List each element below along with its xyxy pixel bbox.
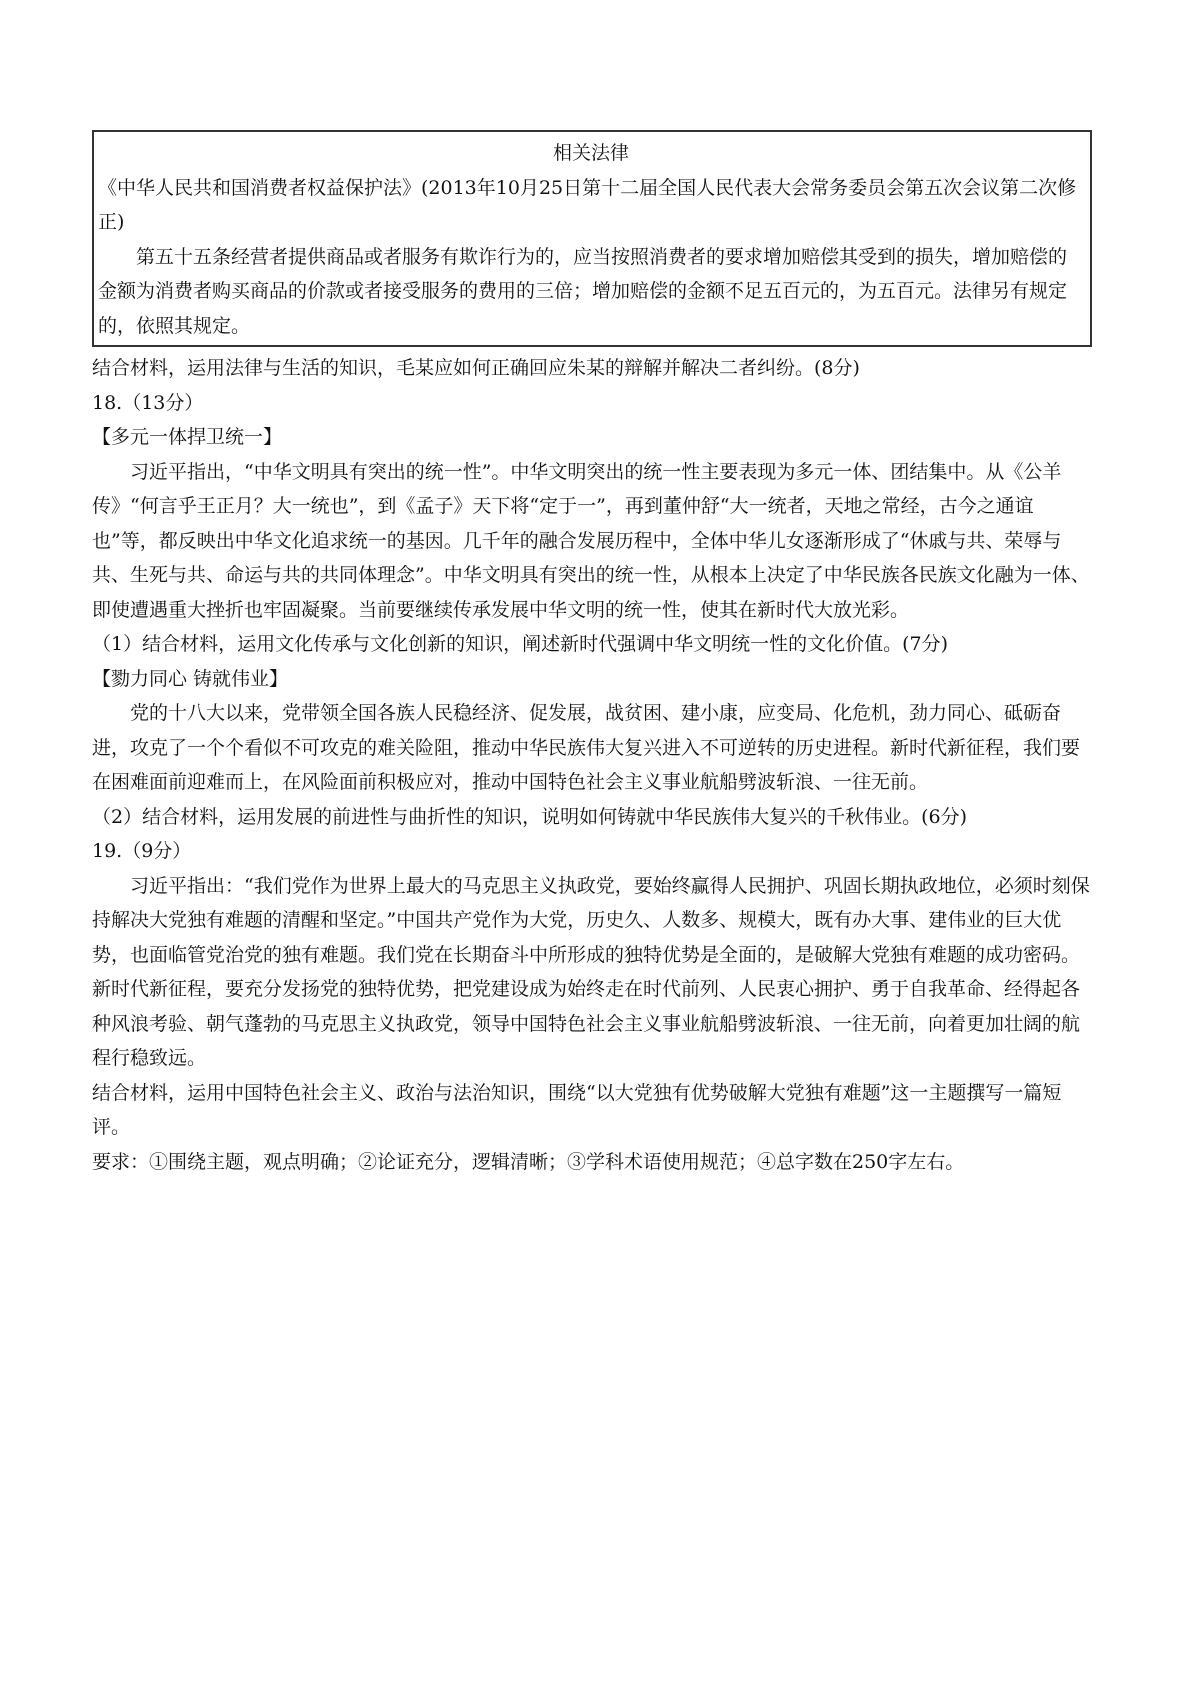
page-footer-margin	[0, 1658, 1200, 1698]
q17-prompt: 结合材料，运用法律与生活的知识，毛某应如何正确回应朱某的辩解并解决二者纠纷。(8分)	[92, 357, 860, 379]
q18-section1-text: 习近平指出，“中华文明具有突出的统一性”。中华文明突出的统一性主要表现为多元一体、团结集中。从《公羊传》“何言乎王正月？大一统也”，到《孟子》天下将“定于一”，再到董仲舒“大一统者，天地之常经，古今之通谊也”等，都反映出中华文化追求统一的基因。几千年的融合发展历程中，全体中华儿女逐渐形成了“休戚与共、荣辱与共、生死与共、命运与共的共同体理念”。中华文明具有突出的统一性，从根本上决定了中华民族各民族文化融为一体、即使遭遇重大挫折也牢固凝聚。当前要继续传承发展中华文明的统一性，使其在新时代大放光彩。	[92, 460, 1090, 621]
q19-number: 19.（9分）	[92, 840, 192, 862]
law-article: 第五十五条经营者提供商品或者服务有欺诈行为的，应当按照消费者的要求增加赔偿其受到的损失，增加赔偿的金额为消费者购买商品的价款或者接受服务的费用的三倍；增加赔偿的金额不足五百元的，为五百元。法律另有规定的，依照其规定。	[98, 245, 1068, 337]
q18-sub2-prompt: （2）结合材料，运用发展的前进性与曲折性的知识，说明如何铸就中华民族伟大复兴的千秋伟业。(6分)	[92, 805, 968, 828]
exam-page	[92, 130, 1092, 1179]
q19-requirements: 要求：①围绕主题，观点明确；②论证充分，逻辑清晰；③学科术语使用规范；④总字数在250字左右。	[92, 1150, 965, 1173]
q18-section2-title: 【勠力同心 铸就伟业】	[92, 667, 289, 690]
q18-sub1-prompt: （1）结合材料，运用文化传承与文化创新的知识，阐述新时代强调中华文明统一性的文化价值。(7分)	[92, 633, 949, 655]
q18-section1-title: 【多元一体捍卫统一】	[92, 426, 283, 448]
q19-text: 习近平指出：“我们党作为世界上最大的马克思主义执政党，要始终赢得人民拥护、巩固长期执政地位，必须时刻保持解决大党独有难题的清醒和坚定。”中国共产党作为大党，历史久、人数多、规模大，既有办大事、建伟业的巨大优势，也面临管党治党的独有难题。我们党在长期奋斗中所形成的独特优势是全面的，是破解大党独有难题的成功密码。新时代新征程，要充分发扬党的独特优势，把党建设成为始终走在时代前列、人民衷心拥护、勇于自我革命、经得起各种风浪考验、朝气蓬勃的马克思主义执政党，领导中国特色社会主义事业航船劈波斩浪、一往无前，向着更加壮阔的航程行稳致远。	[92, 874, 1090, 1069]
q19-prompt: 结合材料，运用中国特色社会主义、政治与法治知识，围绕“以大党独有优势破解大党独有难题”这一主题撰写一篇短评。	[92, 1081, 1062, 1138]
law-source: 《中华人民共和国消费者权益保护法》(2013年10月25日第十二届全国人民代表大会常务委员会第五次会议第二次修正)	[98, 176, 1077, 233]
law-reference-box	[92, 130, 1092, 347]
q18-section2-text: 党的十八大以来，党带领全国各族人民稳经济、促发展，战贫困、建小康，应变局、化危机，劲力同心、砥砺奋进，攻克了一个个看似不可攻克的难关险阻，推动中华民族伟大复兴进入不可逆转的历史进程。新时代新征程，我们要在困难面前迎难而上，在风险面前积极应对，推动中国特色社会主义事业航船劈波斩浪、一往无前。	[92, 702, 1081, 793]
q18-number: 18.（13分）	[92, 391, 204, 414]
law-box-title: 相关法律	[552, 142, 629, 164]
